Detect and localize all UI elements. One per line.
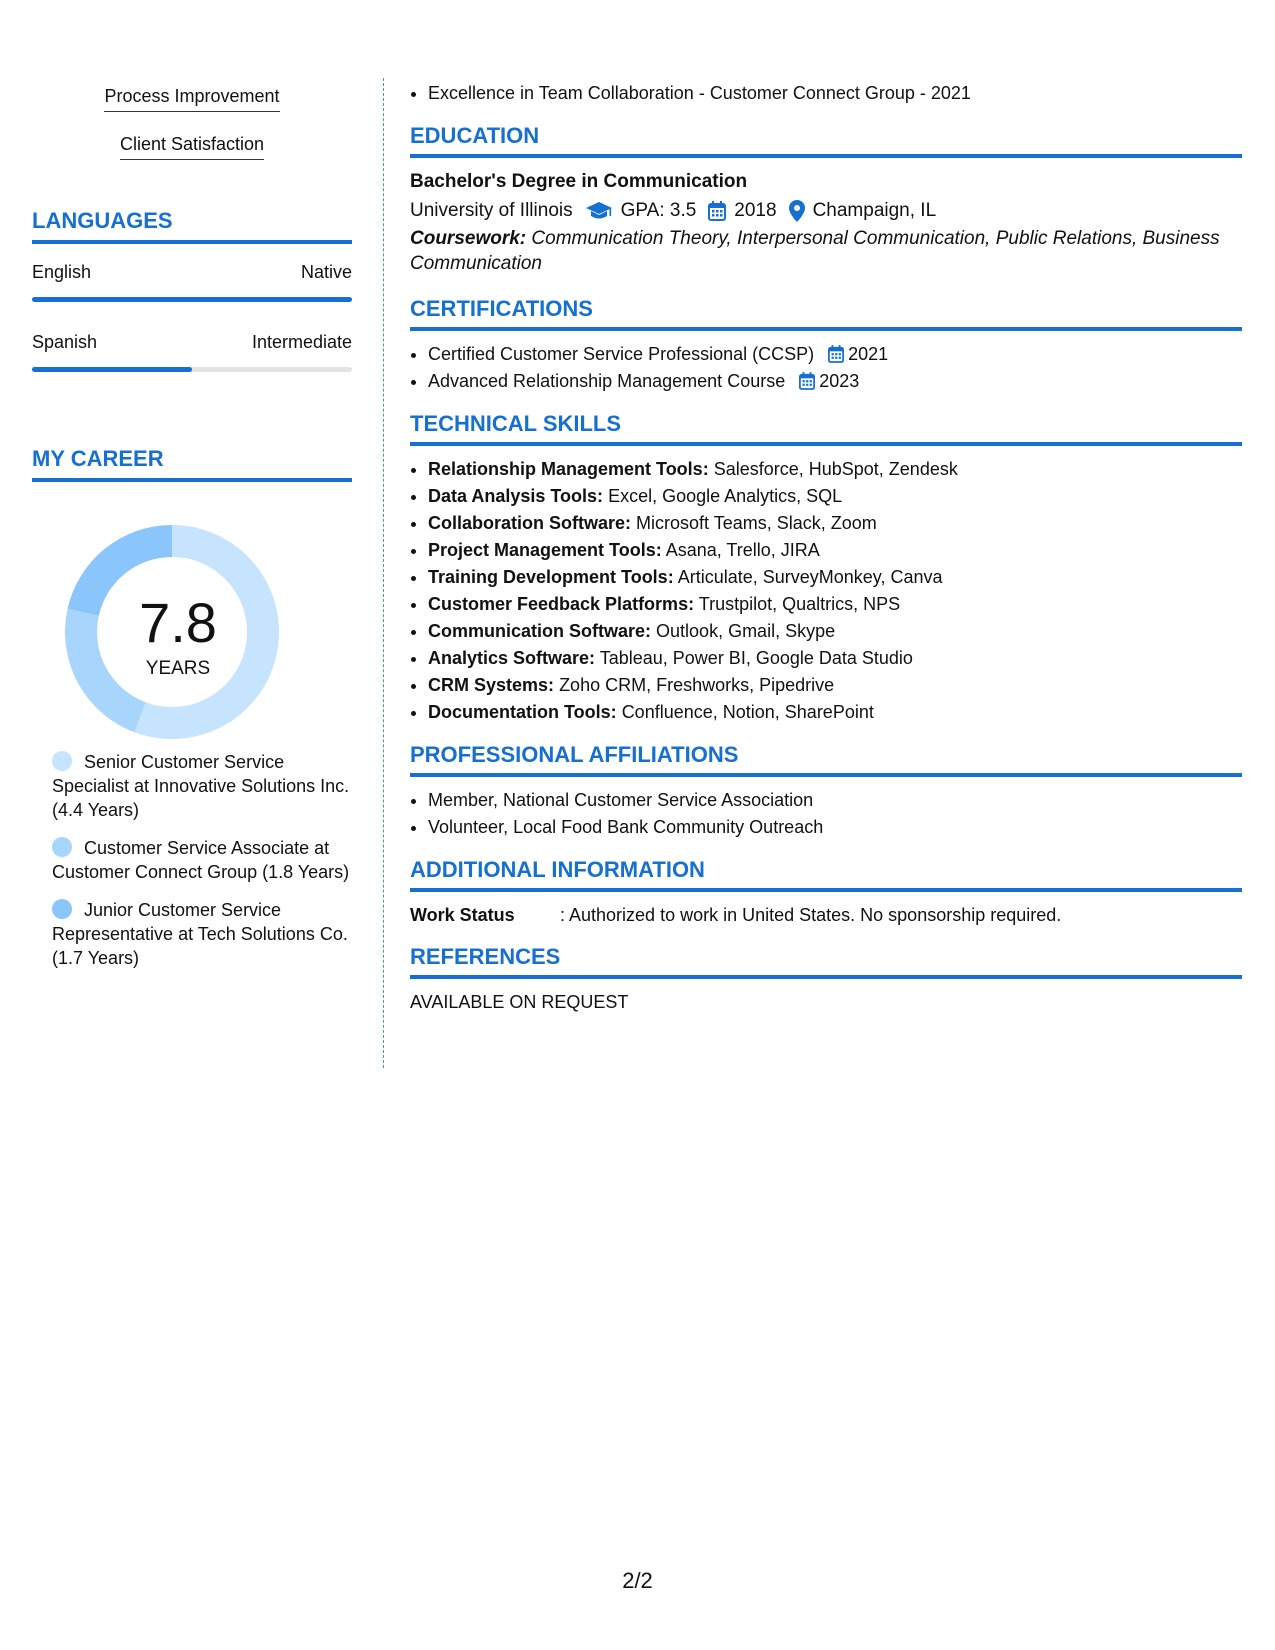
affiliations-section [410,742,1242,841]
additional-info-section [410,857,1242,928]
skill-category: CRM Systems: [428,675,555,695]
skill-category: Relationship Management Tools: [428,459,709,479]
graduation-cap-icon [585,201,613,221]
work-status-label: Work Status [410,905,515,925]
language-level: Native [300,262,352,282]
school-location: Champaign, IL [812,200,937,221]
calendar-icon [828,345,844,363]
main-content [410,80,1242,1015]
skill-category: Communication Software: [428,621,652,641]
languages-section [32,208,352,372]
column-divider [383,78,384,1068]
calendar-icon [799,372,815,390]
career-legend-label: Customer Service Associate at Customer Connect Group (1.8 Years) [52,838,350,882]
list-item [428,368,1242,395]
skill-values: Asana, Trello, JIRA [665,540,820,560]
skill-values: Articulate, SurveyMonkey, Canva [677,567,943,587]
skill-values: Trustpilot, Qualtrics, NPS [698,594,901,614]
skill-category: Training Development Tools: [428,567,674,587]
career-title: MY CAREER [32,446,352,482]
coursework-label: Coursework: [410,228,527,249]
language-bar-fill [32,367,192,372]
list-item: • Volunteer, Local Food Bank Community Outreach [428,814,1242,841]
work-status-value: : Authorized to work in United States. No sponsorship required. [560,905,1062,925]
skill-values: Zoho CRM, Freshworks, Pipedrive [559,675,835,695]
skill-tag: Process Improvement [104,86,279,112]
legend-dot-icon [52,837,72,857]
skill-values: Tableau, Power BI, Google Data Studio [599,648,913,668]
career-legend [32,750,352,970]
affiliations-list [410,787,1242,841]
references-section [410,944,1242,1015]
technical-skills-list [410,456,1242,726]
career-donut-chart [32,482,352,742]
list-item [428,510,1242,537]
language-name: Spanish [32,332,98,352]
career-section [32,446,352,970]
location-pin-icon [789,200,805,222]
list-item [428,645,1242,672]
language-bar-fill [32,297,352,302]
coursework [410,226,1242,276]
education-title: EDUCATION [410,123,1242,158]
technical-skills-section [410,411,1242,726]
language-item [32,332,352,372]
work-status-row [410,902,1242,928]
degree-title: Bachelor's Degree in Communication [410,171,748,192]
language-name: English [32,262,92,282]
certification-year: 2021 [848,344,889,364]
career-total-unit: YEARS [145,658,211,679]
career-legend-label: Senior Customer Service Specialist at Innovative Solutions Inc. (4.4 Years) [52,752,350,820]
skill-values: Excel, Google Analytics, SQL [608,486,843,506]
languages-title: LANGUAGES [32,208,352,244]
skill-category: Documentation Tools: [428,702,617,722]
certification-name: Advanced Relationship Management Course [428,371,786,391]
skill-category: Data Analysis Tools: [428,486,604,506]
page-number: 2/2 [622,1568,653,1593]
list-item [428,699,1242,726]
certification-name: Certified Customer Service Professional (CCSP) [428,344,815,364]
legend-dot-icon [52,899,72,919]
career-legend-label: Junior Customer Service Representative at Tech Solutions Co. (1.7 Years) [52,900,348,968]
list-item: • Excellence in Team Collaboration - Customer Connect Group - 2021 [428,80,1242,107]
calendar-icon [708,201,726,221]
certifications-title: CERTIFICATIONS [410,296,1242,331]
certifications-list [410,341,1242,395]
career-total-value: 7.8 [139,591,217,654]
additional-info-title: ADDITIONAL INFORMATION [410,857,1242,892]
list-item [428,564,1242,591]
skill-values: Salesforce, HubSpot, Zendesk [713,459,958,479]
coursework-list: Communication Theory, Interpersonal Communication, Public Relations, Business Communication [410,228,1220,274]
donut-segment [65,609,146,732]
list-item [428,483,1242,510]
affiliations-title: PROFESSIONAL AFFILIATIONS [410,742,1242,777]
skill-category: Customer Feedback Platforms: [428,594,695,614]
list-item [428,456,1242,483]
education-meta [410,196,1242,226]
list-item [428,591,1242,618]
language-level: Intermediate [251,332,352,352]
language-bar [32,297,352,302]
list-item: • Member, National Customer Service Association [428,787,1242,814]
list-item [428,537,1242,564]
sidebar [32,86,352,984]
education-section [410,123,1242,276]
graduation-year: 2018 [734,200,777,221]
school-name: University of Illinois [410,200,573,221]
gpa: GPA: 3.5 [620,200,697,221]
career-legend-item [32,750,352,822]
skill-category: Project Management Tools: [428,540,662,560]
language-bar [32,367,352,372]
skill-values: Confluence, Notion, SharePoint [621,702,874,722]
list-item [428,618,1242,645]
certification-year: 2023 [819,371,860,391]
skill-category: Analytics Software: [428,648,596,668]
technical-skills-title: TECHNICAL SKILLS [410,411,1242,446]
career-legend-item [32,898,352,970]
skill-values: Outlook, Gmail, Skype [656,621,836,641]
list-item [428,672,1242,699]
references-text: AVAILABLE ON REQUEST [410,992,629,1012]
legend-dot-icon [52,751,72,771]
language-item [32,262,352,302]
skill-tag: Client Satisfaction [120,134,264,160]
references-title: REFERENCES [410,944,1242,979]
skill-category: Collaboration Software: [428,513,632,533]
career-legend-item [32,836,352,884]
skill-values: Microsoft Teams, Slack, Zoom [636,513,877,533]
awards-list [410,80,1242,107]
list-item [428,341,1242,368]
certifications-section [410,296,1242,395]
